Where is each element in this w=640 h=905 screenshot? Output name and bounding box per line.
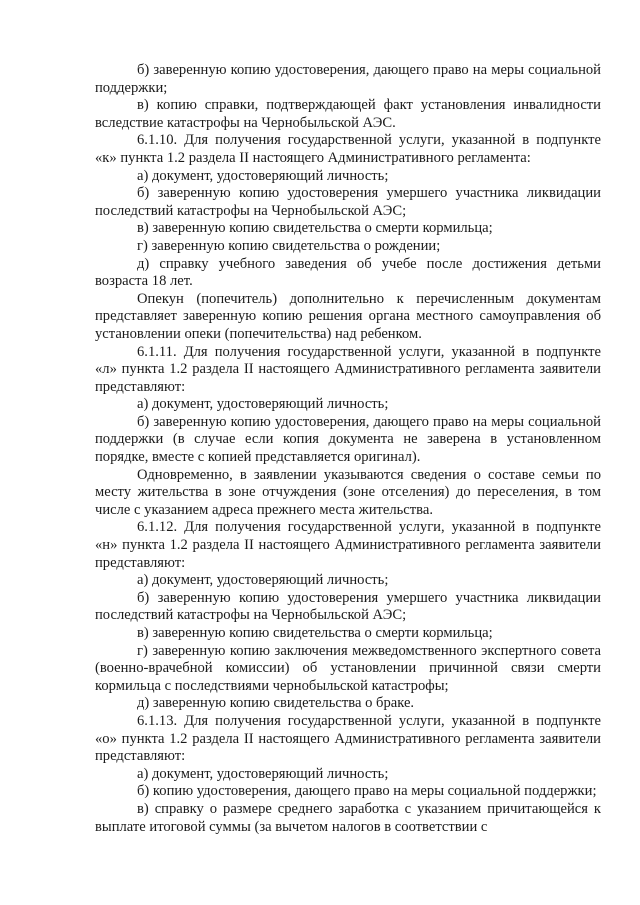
- paragraph: 6.1.10. Для получения государственной услуги, указанной в подпункте «к» пункта 1.2 раздела II настоящего Административного регламента:: [95, 132, 601, 166]
- paragraph: 6.1.13. Для получения государственной услуги, указанной в подпункте «о» пункта 1.2 раздела II настоящего Административного регламента заявители представляют:: [95, 712, 601, 765]
- paragraph: а) документ, удостоверяющий личность;: [137, 572, 389, 589]
- paragraph: в) справку о размере среднего заработка с указанием причитающейся к выплате итоговой суммы (за вычетом налогов в соответствии с: [95, 800, 601, 835]
- paragraph: 6.1.12. Для получения государственной услуги, указанной в подпункте «н» пункта 1.2 раздела II настоящего Административного регламента заявители представляют:: [95, 519, 601, 571]
- paragraph: а) документ, удостоверяющий личность;: [137, 765, 389, 782]
- paragraph: Одновременно, в заявлении указываются сведения о составе семьи по месту жительства в зоне отчуждения (зоне отселения) до переселения, в том числе с указанием адреса прежнего места жительства.: [95, 466, 601, 518]
- paragraph: г) заверенную копию свидетельства о рождении;: [137, 237, 441, 254]
- paragraph: Опекун (попечитель) дополнительно к перечисленным документам представляет заверенную копию решения органа местного самоуправления об установлении опеки (попечительства) над ребенком.: [95, 290, 601, 342]
- paragraph: б) заверенную копию удостоверения, дающего право на меры социальной поддержки;: [95, 62, 601, 96]
- paragraph: 6.1.11. Для получения государственной услуги, указанной в подпункте «л» пункта 1.2 раздела II настоящего Административного регламента заявители представляют:: [95, 343, 601, 395]
- document-body: [95, 62, 601, 836]
- paragraph: а) документ, удостоверяющий личность;: [137, 396, 389, 413]
- paragraph: б) копию удостоверения, дающего право на меры социальной поддержки;: [137, 783, 597, 800]
- paragraph: б) заверенную копию удостоверения умершего участника ликвидации последствий катастрофы на Чернобыльской АЭС;: [95, 185, 601, 219]
- paragraph: д) справку учебного заведения об учебе после достижения детьми возраста 18 лет.: [95, 255, 601, 290]
- paragraph: б) заверенную копию удостоверения, дающего право на меры социальной поддержки (в случае если копия документа не заверена в установленном порядке, вместе с копией представляется оригинал).: [95, 413, 601, 466]
- paragraph: а) документ, удостоверяющий личность;: [137, 167, 389, 184]
- paragraph: в) заверенную копию свидетельства о смерти кормильца;: [137, 220, 493, 237]
- paragraph: б) заверенную копию удостоверения умершего участника ликвидации последствий катастрофы на Чернобыльской АЭС;: [95, 589, 601, 624]
- paragraph: г) заверенную копию заключения межведомственного экспертного совета (военно-врачебной комиссии) об установлении причинной связи смерти кормильца с последствиями чернобыльской катастрофы;: [95, 642, 601, 694]
- paragraph: в) копию справки, подтверждающей факт установления инвалидности вследствие катастрофы на Чернобыльской АЭС.: [95, 97, 601, 131]
- paragraph: д) заверенную копию свидетельства о браке.: [137, 695, 415, 712]
- paragraph: в) заверенную копию свидетельства о смерти кормильца;: [137, 625, 493, 641]
